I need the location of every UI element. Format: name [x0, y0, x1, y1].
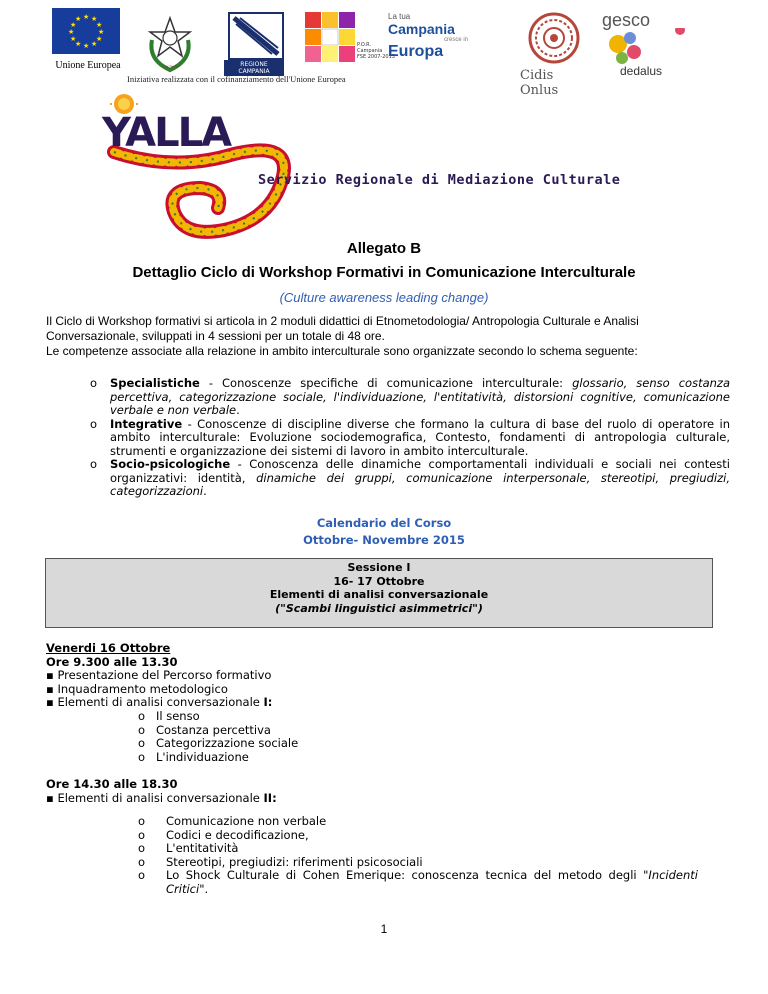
- list-item: o Stereotipi, pregiudizi: riferimenti psicosociali: [138, 854, 423, 869]
- list-item: ▪ Inquadramento metodologico: [46, 681, 228, 696]
- svg-text:★: ★: [91, 40, 98, 48]
- campania-label: REGIONE CAMPANIA: [224, 60, 284, 76]
- list-item: o Costanza percettiva: [138, 722, 271, 737]
- regione-campania-logo: [224, 12, 284, 75]
- cidis-onlus-logo: [514, 12, 594, 98]
- list-item: o Comunicazione non verbale: [138, 814, 327, 828]
- svg-text:★: ★: [75, 15, 82, 23]
- dedalus-label: dedalus: [620, 64, 663, 78]
- svg-text:★: ★: [83, 42, 90, 50]
- gesco-dedalus-logo: [600, 10, 690, 82]
- session-dates: 16- 17 Ottobre: [333, 574, 425, 588]
- gesco-label: gesco: [602, 10, 651, 30]
- list-item: o Specialistiche - Conoscenze specifiche di comunicazione interculturale: glossario, senso costanza percettiva, categorizzazione sociale, l'individuazione, l'entitatività, distorsioni cognitive, comunicazione verbale e non verbale.: [90, 376, 730, 417]
- list-item: o Il senso: [138, 709, 200, 723]
- servizio-title: Servizio Regionale di Mediazione Culturale: [258, 172, 621, 188]
- svg-text:★: ★: [96, 21, 103, 29]
- svg-text:★: ★: [83, 13, 90, 21]
- yalla-logo: [94, 92, 654, 242]
- calendar-period: Ottobre- Novembre 2015: [303, 533, 465, 547]
- list-item: ▪ Elementi di analisi conversazionale I:: [46, 695, 273, 709]
- list-item: ▪ Elementi di analisi conversazionale II:: [46, 790, 277, 805]
- session-box: [45, 558, 713, 628]
- iniziativa-caption: Iniziativa realizzata con il cofinanziamento dell'Unione Europea: [127, 74, 346, 84]
- doc-title: Allegato B: [346, 240, 422, 257]
- time-morning: Ore 9.300 alle 13.30: [46, 654, 178, 669]
- campania-europa-logo: La tua Campania cresce in Europa: [388, 12, 468, 60]
- session-topic: Elementi di analisi conversazionale: [269, 588, 489, 601]
- page-number: 1: [380, 922, 388, 936]
- list-item: o Categorizzazione sociale: [138, 736, 299, 750]
- list-item: o L'individuazione: [138, 749, 249, 764]
- session-label: Sessione I: [347, 561, 411, 574]
- list-item: ▪ Presentazione del Percorso formativo: [46, 668, 272, 682]
- svg-text:★: ★: [75, 40, 82, 48]
- svg-text:~~~: ~~~: [164, 63, 180, 70]
- intro-line-2: Le competenze associate alla relazione in ambito interculturale sono organizzate secondo lo schema seguente:: [46, 344, 638, 358]
- svg-text:★: ★: [96, 35, 103, 43]
- eu-flag-icon: [52, 8, 120, 54]
- intro-line-1: Il Ciclo di Workshop formativi si articola in 2 moduli didattici di Etnometodologia/ Antropologia Culturale e Analisi Conversazionale, sviluppati in 4 sessioni per un totale di 48 ore.: [46, 314, 639, 343]
- list-item: o L'entitatività: [138, 841, 239, 855]
- italian-republic-seal-icon: [144, 10, 196, 74]
- yalla-wordmark: YALLA: [102, 110, 231, 156]
- list-item: o Integrative - Conoscenze di discipline diverse che formano la cultura di base del ruolo di operatore in ambito interculturale: Evoluzione sociodemografica, Contesto, fondamenti di antropologia culturale, strumenti e organizzazione dei sistemi di lavoro in ambito interculturale.: [90, 416, 730, 458]
- morning-subtopics: [138, 710, 298, 764]
- competences-list: [90, 377, 730, 499]
- doc-subtitle: (Culture awareness leading change): [279, 290, 489, 305]
- svg-text:★: ★: [70, 21, 77, 29]
- intro-paragraph: [46, 314, 726, 359]
- list-item: o Codici e decodificazione,: [138, 827, 309, 842]
- list-item: o Lo Shock Culturale di Cohen Emerique: conoscenza tecnica del metodo degli "Incidenti Critici".: [138, 868, 698, 896]
- svg-text:★: ★: [98, 28, 105, 36]
- por-logo: [305, 12, 355, 70]
- program-morning: [46, 642, 272, 710]
- time-afternoon: Ore 14.30 alle 18.30: [46, 777, 178, 791]
- list-item: o Socio-psicologiche - Conoscenza delle dinamiche comportamentali individuali e sociali nei contesti organizzativi: identità, dinamiche dei gruppi, comunicazione interpersonale, stereotipi, pregiudizi, categorizzazioni.: [90, 457, 730, 498]
- svg-text:★: ★: [91, 15, 98, 23]
- session-subtitle: ("Scambi linguistici asimmetrici"): [275, 601, 483, 615]
- svg-text:★: ★: [70, 35, 77, 43]
- program-afternoon: [46, 778, 277, 805]
- eu-label: Unione Europea: [55, 60, 121, 71]
- svg-text:★: ★: [68, 28, 75, 36]
- logo-row: [52, 8, 732, 98]
- afternoon-subtopics: [138, 815, 698, 896]
- por-text: P.O.R. Campania FSE 2007-2013: [357, 42, 395, 60]
- calendar-title: Calendario del Corso: [316, 516, 452, 530]
- day-heading: Venerdi 16 Ottobre: [46, 641, 171, 655]
- cidis-label: Cidis Onlus: [520, 68, 559, 98]
- doc-heading: Dettaglio Ciclo di Workshop Formativi in Comunicazione Interculturale: [132, 264, 636, 281]
